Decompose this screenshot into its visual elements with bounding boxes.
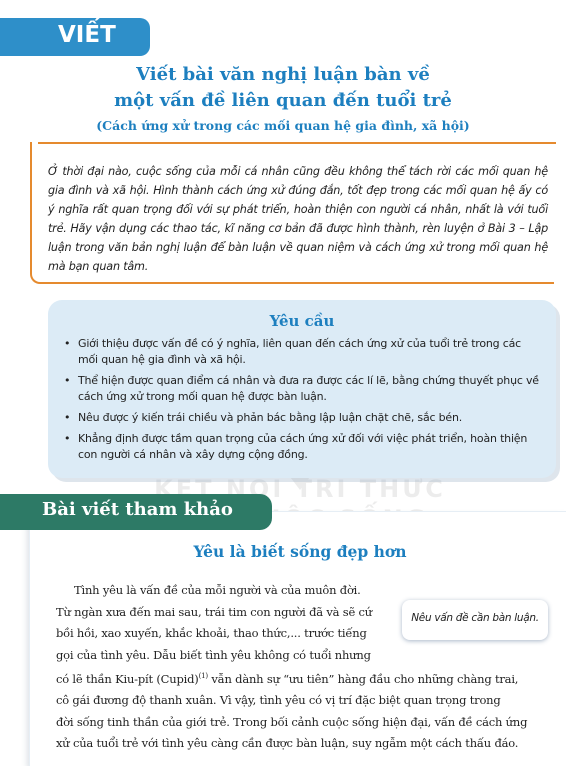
requirement-text: Nêu được ý kiến trái chiều và phản bác bằng lập luận chặt chẽ, sắc bén. [78, 411, 463, 424]
bullet-icon: • [64, 337, 71, 350]
page-subtitle: (Cách ứng xử trong các mối quan hệ gia đình, xã hội) [96, 118, 470, 133]
article-title: Yêu là biết sống đẹp hơn [193, 542, 407, 561]
article-line: cô gái đương độ thanh xuân. Vì vậy, tình yêu có vị trí đặc biệt quan trọng trong [56, 693, 501, 708]
page-title-line-1: Viết bài văn nghị luận bàn về [136, 64, 430, 85]
requirement-text: Thể hiện được quan điểm cá nhân và đưa ra được các lí lẽ, bằng chứng thuyết phục về cách ứng xử trong mối quan hệ được bàn luận. [78, 374, 539, 403]
requirements-list [64, 336, 544, 468]
article-line: gọi của tình yêu. Dẫu biết tình yêu không có tuổi nhưng [56, 647, 371, 662]
article-line: Từ ngàn xưa đến mai sau, trái tim con người đã và sẽ cứ [56, 604, 373, 619]
article-line: xử của tuổi trẻ với tình yêu càng cần được bàn luận, suy ngẫm một cách thấu đáo. [56, 736, 519, 751]
bullet-icon: • [64, 411, 71, 424]
requirement-item [64, 373, 544, 405]
footnote-marker[interactable]: (1) [198, 672, 208, 680]
reference-label: Bài viết tham khảo [42, 499, 233, 520]
margin-note-text: Nêu vấn đề cần bàn luận. [411, 612, 539, 624]
section-label: VIẾT [58, 22, 116, 48]
bullet-icon: • [64, 374, 71, 387]
article-line: bồi hồi, xao xuyến, khắc khoải, thao thức,... trước tiếng [56, 626, 367, 640]
intro-paragraph: Ở thời đại nào, cuộc sống của mỗi cá nhân cũng đều không thể tách rời các mối quan hệ gia đình và xã hội. Hình thành cách ứng xử đúng đắn, tốt đẹp trong các mối quan hệ ấy có ý nghĩa rất quan trọng đối với sự phát triển, hoàn thiện con người cá nhân, nhất là với tuổi trẻ. Hãy vận dụng các thao tác, kĩ năng cơ bản đã được hình thành, rèn luyện ở Bài 3 – Lập luận trong văn bản nghị luận để bàn luận về quan niệm và cách ứng xử trong mối quan hệ mà bạn quan tâm. [48, 165, 548, 273]
article-line: đời sống tinh thần của giới trẻ. Trong bối cảnh cuộc sống hiện đại, vấn đề cách ứng [56, 714, 528, 729]
page-title-line-2: một vấn đề liên quan đến tuổi trẻ [114, 90, 452, 111]
requirement-item [64, 336, 544, 368]
requirements-title: Yêu cầu [269, 312, 335, 330]
requirement-text: Khẳng định được tầm quan trọng của cách ứng xử đối với việc phát triển, hoàn thiện con người cá nhân và xây dựng cộng đồng. [78, 432, 528, 461]
watermark-line-1: KẾT NỐI TRI THỨC [154, 475, 446, 503]
requirement-text: Giới thiệu được vấn đề có ý nghĩa, liên quan đến cách ứng xử của tuổi trẻ trong các mối quan hệ gia đình và xã hội. [78, 337, 521, 366]
requirements-box [48, 300, 556, 478]
section-banner [0, 18, 150, 56]
requirement-item [64, 410, 544, 426]
article-line [56, 666, 546, 690]
bullet-icon: • [64, 432, 71, 445]
requirement-item [64, 431, 544, 463]
article-line-part: có lẽ thần Kiu-pít (Cupid) [56, 671, 199, 686]
reference-banner [0, 494, 272, 530]
intro-frame-top-line [38, 142, 556, 144]
article-line-part: vẫn dành sự “ưu tiên” hàng đầu cho những chàng trai, [207, 671, 519, 686]
margin-note [402, 600, 548, 640]
article-line: Tình yêu là vấn đề của mỗi người và của muôn đời. [74, 583, 361, 597]
